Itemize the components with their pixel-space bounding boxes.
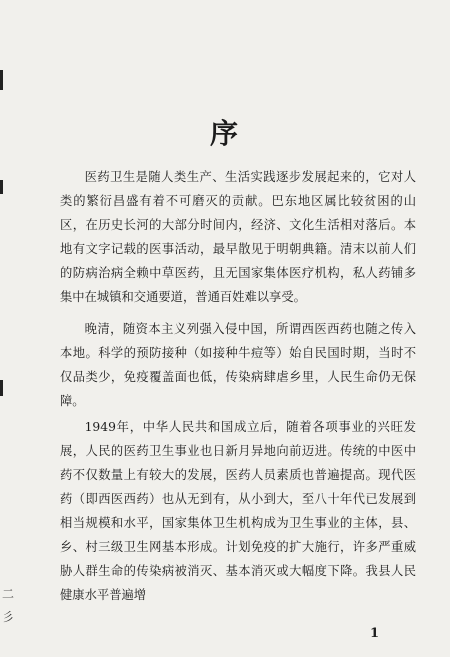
binding-mark-middle (0, 380, 3, 396)
margin-mark-1: 二 (2, 587, 15, 601)
paragraph-3: 1949年，中华人民共和国成立后，随着各项事业的兴旺发展，人民的医药卫生事业也日新月异地向前迈进。传统的中医中药不仅数量上有较大的发展，医药人员素质也普遍提高。现代医药（即西医西药）也从无到有，从小到大，至八十年代已发展到相当规模和水平，国家集体卫生机构成为卫生事业的主体，县、乡、村三级卫生网基本形成。计划免疫的扩大施行，许多严重威胁人群生命的传染病被消灭、基本消灭或大幅度下降。我县人民健康水平普遍增 (60, 420, 416, 602)
binding-mark-upper (0, 180, 3, 194)
page-title: 序 (209, 117, 240, 150)
document-body (60, 165, 416, 615)
paragraph-1: 医药卫生是随人类生产、生活实践逐步发展起来的，它对人类的繁衍昌盛有着不可磨灭的贡献。巴东地区属比较贫困的山区，在历史长河的大部分时间内，经济、文化生活相对落后。本地有文字记载的医事活动，最早散见于明朝典籍。清末以前人们的防病治病全赖中草医药，且无国家集体医疗机构，私人药铺多集中在城镇和交通要道，普通百姓难以享受。 (60, 170, 416, 304)
page-number: 1 (370, 626, 380, 641)
paragraph-2: 晚清，随资本主义列强入侵中国，所谓西医西药也随之传入本地。科学的预防接种（如接种牛痘等）始自民国时期，当时不仅品类少，免疫覆盖面也低，传染病肆虐乡里，人民生命仍无保障。 (60, 322, 416, 408)
binding-mark-top (0, 70, 3, 90)
margin-mark-2: 彡 (2, 610, 15, 624)
